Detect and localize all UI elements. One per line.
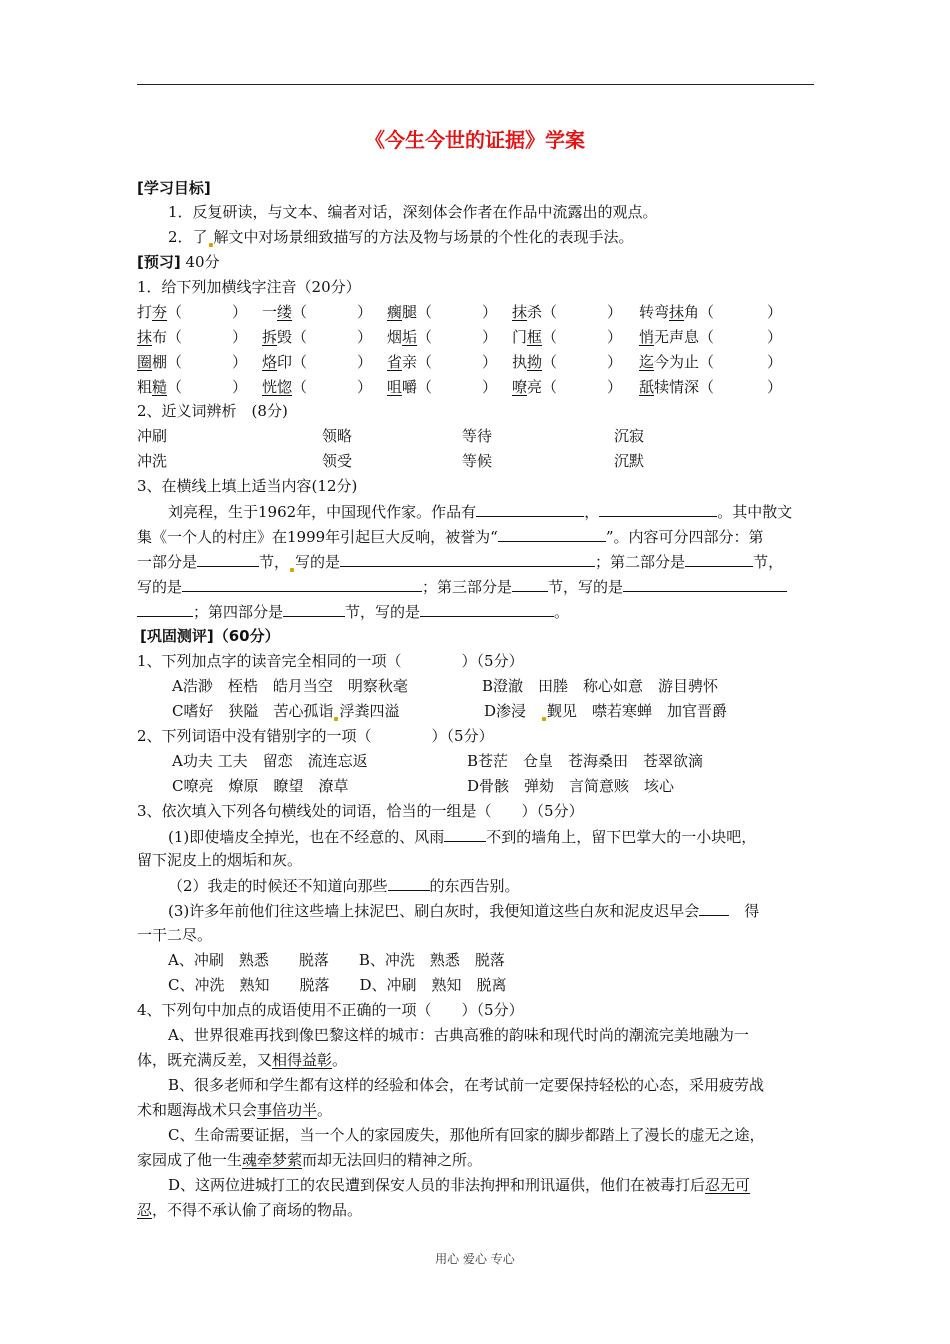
preview-q2: 2、近义词辨析 (8分) xyxy=(137,402,288,420)
pinyin-row xyxy=(137,377,817,401)
q4-b-line-2: 术和题海战术只会事倍功半。 xyxy=(137,1101,333,1119)
q1-option-d: D渗浸 觐见 噤若寒蝉 加官晋爵 xyxy=(484,702,728,720)
q3-sentence-1: (1)即使墙皮全掉光，也在不经意的、风雨 不到的墙角上，留下巴掌大的一小块吧， xyxy=(168,828,757,846)
answer-bracket-close: ） xyxy=(607,303,623,321)
q3-sentence-3: (3)许多年前他们往这些墙上抹泥巴、刷白灰时，我便知道这些白灰和泥皮迟早会 得 xyxy=(168,902,760,920)
q2-option-d: D骨骸 弹劾 言简意赅 垓心 xyxy=(467,777,675,795)
pinyin-item: 嘹亮（ xyxy=(512,378,558,396)
preview-q3: 3、在横线上填上适当内容(12分) xyxy=(137,477,358,495)
synonym-row xyxy=(137,451,817,475)
idiom-underlined: 相得益彰 xyxy=(272,1051,333,1069)
fill-line-2: 集《一个人的村庄》在1999年引起巨大反响，被誉为“ ”。内容可分四部分：第 xyxy=(137,528,764,546)
test-q2-row-2 xyxy=(137,776,817,800)
q3-sentence-3-cont: 一干二尽。 xyxy=(137,926,213,944)
pinyin-item: 粗糙（ xyxy=(137,378,183,396)
test-q3: 3、依次填入下列各句横线处的词语，恰当的一组是（ ）（5分） xyxy=(137,802,584,820)
pinyin-row xyxy=(137,352,817,376)
q3-sentence-2: （2）我走的时候还不知道向那些 的东西告别。 xyxy=(168,877,520,895)
pinyin-row xyxy=(137,302,817,326)
q1-option-b: B澄澈 田塍 称心如意 游目骋怀 xyxy=(482,677,719,695)
q4-d-line-2: 忍，不得不承认偷了商场的物品。 xyxy=(137,1201,363,1219)
pinyin-item: 转弯抹角（ xyxy=(639,303,715,321)
answer-bracket-close: ） xyxy=(232,353,248,371)
synonym-word: 领略 xyxy=(322,427,353,445)
answer-bracket-close: ） xyxy=(232,303,248,321)
underlined-char: 嘹 xyxy=(512,378,528,396)
underlined-char: 省 xyxy=(387,353,403,371)
q4-c-line-1: C、生命需要证据，当一个人的家园废失，那他所有回家的脚步都踏上了漫长的虚无之途， xyxy=(168,1126,765,1144)
q2-option-a: A功夫 工夫 留恋 流连忘返 xyxy=(172,752,368,770)
idiom-underlined: 魂牵梦萦 xyxy=(242,1151,303,1169)
answer-bracket-close: ） xyxy=(482,353,498,371)
q1-option-c: C嗜好 狭隘 苦心孤诣 浮粪四溢 xyxy=(172,702,400,720)
document-title: 《今生今世的证据》学案 xyxy=(365,128,585,152)
underlined-char: 抹 xyxy=(512,303,528,321)
pinyin-item: 门框（ xyxy=(512,328,558,346)
q4-b-line-1: B、很多老师和学生都有这样的经验和体会，在考试前一定要保持轻松的心态，采用疲劳战 xyxy=(168,1076,765,1094)
idiom-underlined: 忍 xyxy=(137,1201,153,1219)
header-rule xyxy=(137,84,814,85)
q3-sentence-1-cont: 留下泥皮上的烟垢和灰。 xyxy=(137,851,303,869)
fill-line-1: 刘亮程，生于1962年，中国现代作家。作品有 ， 。其中散文 xyxy=(168,503,793,521)
underlined-char: 瘸 xyxy=(387,303,403,321)
underlined-char: 抹 xyxy=(137,328,153,346)
q4-a-line-2: 体，既充满反差，又相得益彰。 xyxy=(137,1051,348,1069)
synonym-word: 冲洗 xyxy=(137,452,168,470)
underlined-char: 咀 xyxy=(387,378,403,396)
answer-bracket-close: ） xyxy=(232,378,248,396)
idiom-underlined: 事倍功半 xyxy=(257,1101,318,1119)
answer-bracket-close: ） xyxy=(482,378,498,396)
pinyin-item: 一缕（ xyxy=(262,303,308,321)
answer-bracket-close: ） xyxy=(357,378,373,396)
page-footer: 用心 爱心 专心 xyxy=(435,1252,515,1266)
emphasis-dot xyxy=(542,717,546,721)
q3-options-cd: C、冲洗 熟知 脱落 D、冲刷 熟知 脱离 xyxy=(168,976,507,994)
test-q1-row-2 xyxy=(137,701,817,725)
fill-line-4: 写的是 ；第三部分是 节，写的是 xyxy=(137,576,817,600)
test-q2-row-1 xyxy=(137,751,817,775)
underlined-char: 夯 xyxy=(152,303,168,321)
preview-heading-line: [预习] 40分 xyxy=(137,253,220,271)
underlined-char: 悄 xyxy=(639,328,655,346)
pinyin-item: 恍惚（ xyxy=(262,378,308,396)
test-heading: [巩固测评]（60分） xyxy=(140,627,280,645)
test-q1: 1、下列加点字的读音完全相同的一项（ ）（5分） xyxy=(137,652,524,670)
answer-bracket-close: ） xyxy=(767,378,783,396)
answer-bracket-close: ） xyxy=(607,378,623,396)
answer-bracket-close: ） xyxy=(767,328,783,346)
pinyin-item: 拆毁（ xyxy=(262,328,308,346)
answer-bracket-close: ） xyxy=(607,328,623,346)
underlined-char: 拗 xyxy=(527,353,543,371)
pinyin-item: 咀嚼（ xyxy=(387,378,433,396)
emphasis-dot xyxy=(290,568,294,572)
q4-c-line-2: 家园成了他一生魂牵梦萦而却无法回归的精神之所。 xyxy=(137,1151,483,1169)
answer-bracket-close: ） xyxy=(357,353,373,371)
underlined-char: 烙 xyxy=(262,353,278,371)
synonym-row xyxy=(137,426,817,450)
fill-line-5: ；第四部分是 节，写的是 。 xyxy=(137,601,817,625)
q4-a-line-1: A、世界很难再找到像巴黎这样的城市：古典高雅的韵味和现代时尚的潮流完美地融为一 xyxy=(168,1026,749,1044)
q1-option-a: A浩渺 桎梏 皓月当空 明察秋毫 xyxy=(172,677,408,695)
underlined-char: 糙 xyxy=(152,378,168,396)
synonym-word: 冲刷 xyxy=(137,427,168,445)
answer-bracket-close: ） xyxy=(482,303,498,321)
answer-bracket-close: ） xyxy=(482,328,498,346)
goal-item-1: 1．反复研读，与文本、编者对话，深刻体会作者在作品中流露出的观点。 xyxy=(168,203,658,221)
pinyin-item: 省亲（ xyxy=(387,353,433,371)
pinyin-item: 抹杀（ xyxy=(512,303,558,321)
answer-bracket-close: ） xyxy=(232,328,248,346)
test-q4: 4、下列句中加点的成语使用不正确的一项（ ）（5分） xyxy=(137,1001,524,1019)
underlined-char: 缕 xyxy=(277,303,293,321)
pinyin-item: 舐犊情深（ xyxy=(639,378,715,396)
q2-option-b: B苍茫 仓皇 苍海桑田 苍翠欲滴 xyxy=(467,752,704,770)
synonym-word: 等候 xyxy=(462,452,493,470)
q4-d-line-1: D、这两位进城打工的农民遭到保安人员的非法拘押和刑讯逼供，他们在被毒打后忍无可 xyxy=(168,1176,751,1194)
pinyin-item: 烙印（ xyxy=(262,353,308,371)
pinyin-item: 烟垢（ xyxy=(387,328,433,346)
pinyin-item: 迄今为止（ xyxy=(639,353,715,371)
idiom-underlined: 忍无可 xyxy=(705,1176,751,1194)
test-q2: 2、下列词语中没有错别字的一项（ ）（5分） xyxy=(137,727,494,745)
answer-bracket-close: ） xyxy=(357,328,373,346)
preview-q1: 1．给下列加横线字注音（20分） xyxy=(137,278,361,296)
answer-bracket-close: ） xyxy=(607,353,623,371)
answer-bracket-close: ） xyxy=(767,353,783,371)
pinyin-item: 执拗（ xyxy=(512,353,558,371)
emphasis-dot xyxy=(209,243,213,247)
pinyin-item: 打夯（ xyxy=(137,303,183,321)
synonym-word: 沉默 xyxy=(614,452,645,470)
pinyin-item: 瘸腿（ xyxy=(387,303,433,321)
underlined-char: 迄 xyxy=(639,353,655,371)
synonym-word: 领受 xyxy=(322,452,353,470)
underlined-char: 垢 xyxy=(402,328,418,346)
q2-option-c: C嘹亮 燎原 瞭望 潦草 xyxy=(172,777,349,795)
pinyin-item: 抹布（ xyxy=(137,328,183,346)
fill-line-3: 一部分是 节， 写的是 ；第二部分是 节， xyxy=(137,553,784,571)
synonym-word: 等待 xyxy=(462,427,493,445)
test-q1-row-1 xyxy=(137,676,817,700)
pinyin-row xyxy=(137,327,817,351)
underlined-char: 舐 xyxy=(639,378,655,396)
underlined-char: 抹 xyxy=(669,303,685,321)
synonym-word: 沉寂 xyxy=(614,427,645,445)
q3-options-ab: A、冲刷 熟悉 脱落 B、冲洗 熟悉 脱落 xyxy=(168,951,505,969)
underlined-char: 圈 xyxy=(137,353,153,371)
answer-bracket-close: ） xyxy=(767,303,783,321)
goals-heading: [学习目标] xyxy=(137,179,211,197)
goal-item-2: 2．了 解文中对场景细致描写的方法及物与场景的个性化的表现手法。 xyxy=(168,228,634,246)
answer-bracket-close: ） xyxy=(357,303,373,321)
pinyin-item: 圈棚（ xyxy=(137,353,183,371)
underlined-char: 拆 xyxy=(262,328,278,346)
pinyin-item: 悄无声息（ xyxy=(639,328,715,346)
emphasis-dot xyxy=(334,717,338,721)
underlined-char: 恍惚 xyxy=(262,378,293,396)
underlined-char: 框 xyxy=(527,328,543,346)
